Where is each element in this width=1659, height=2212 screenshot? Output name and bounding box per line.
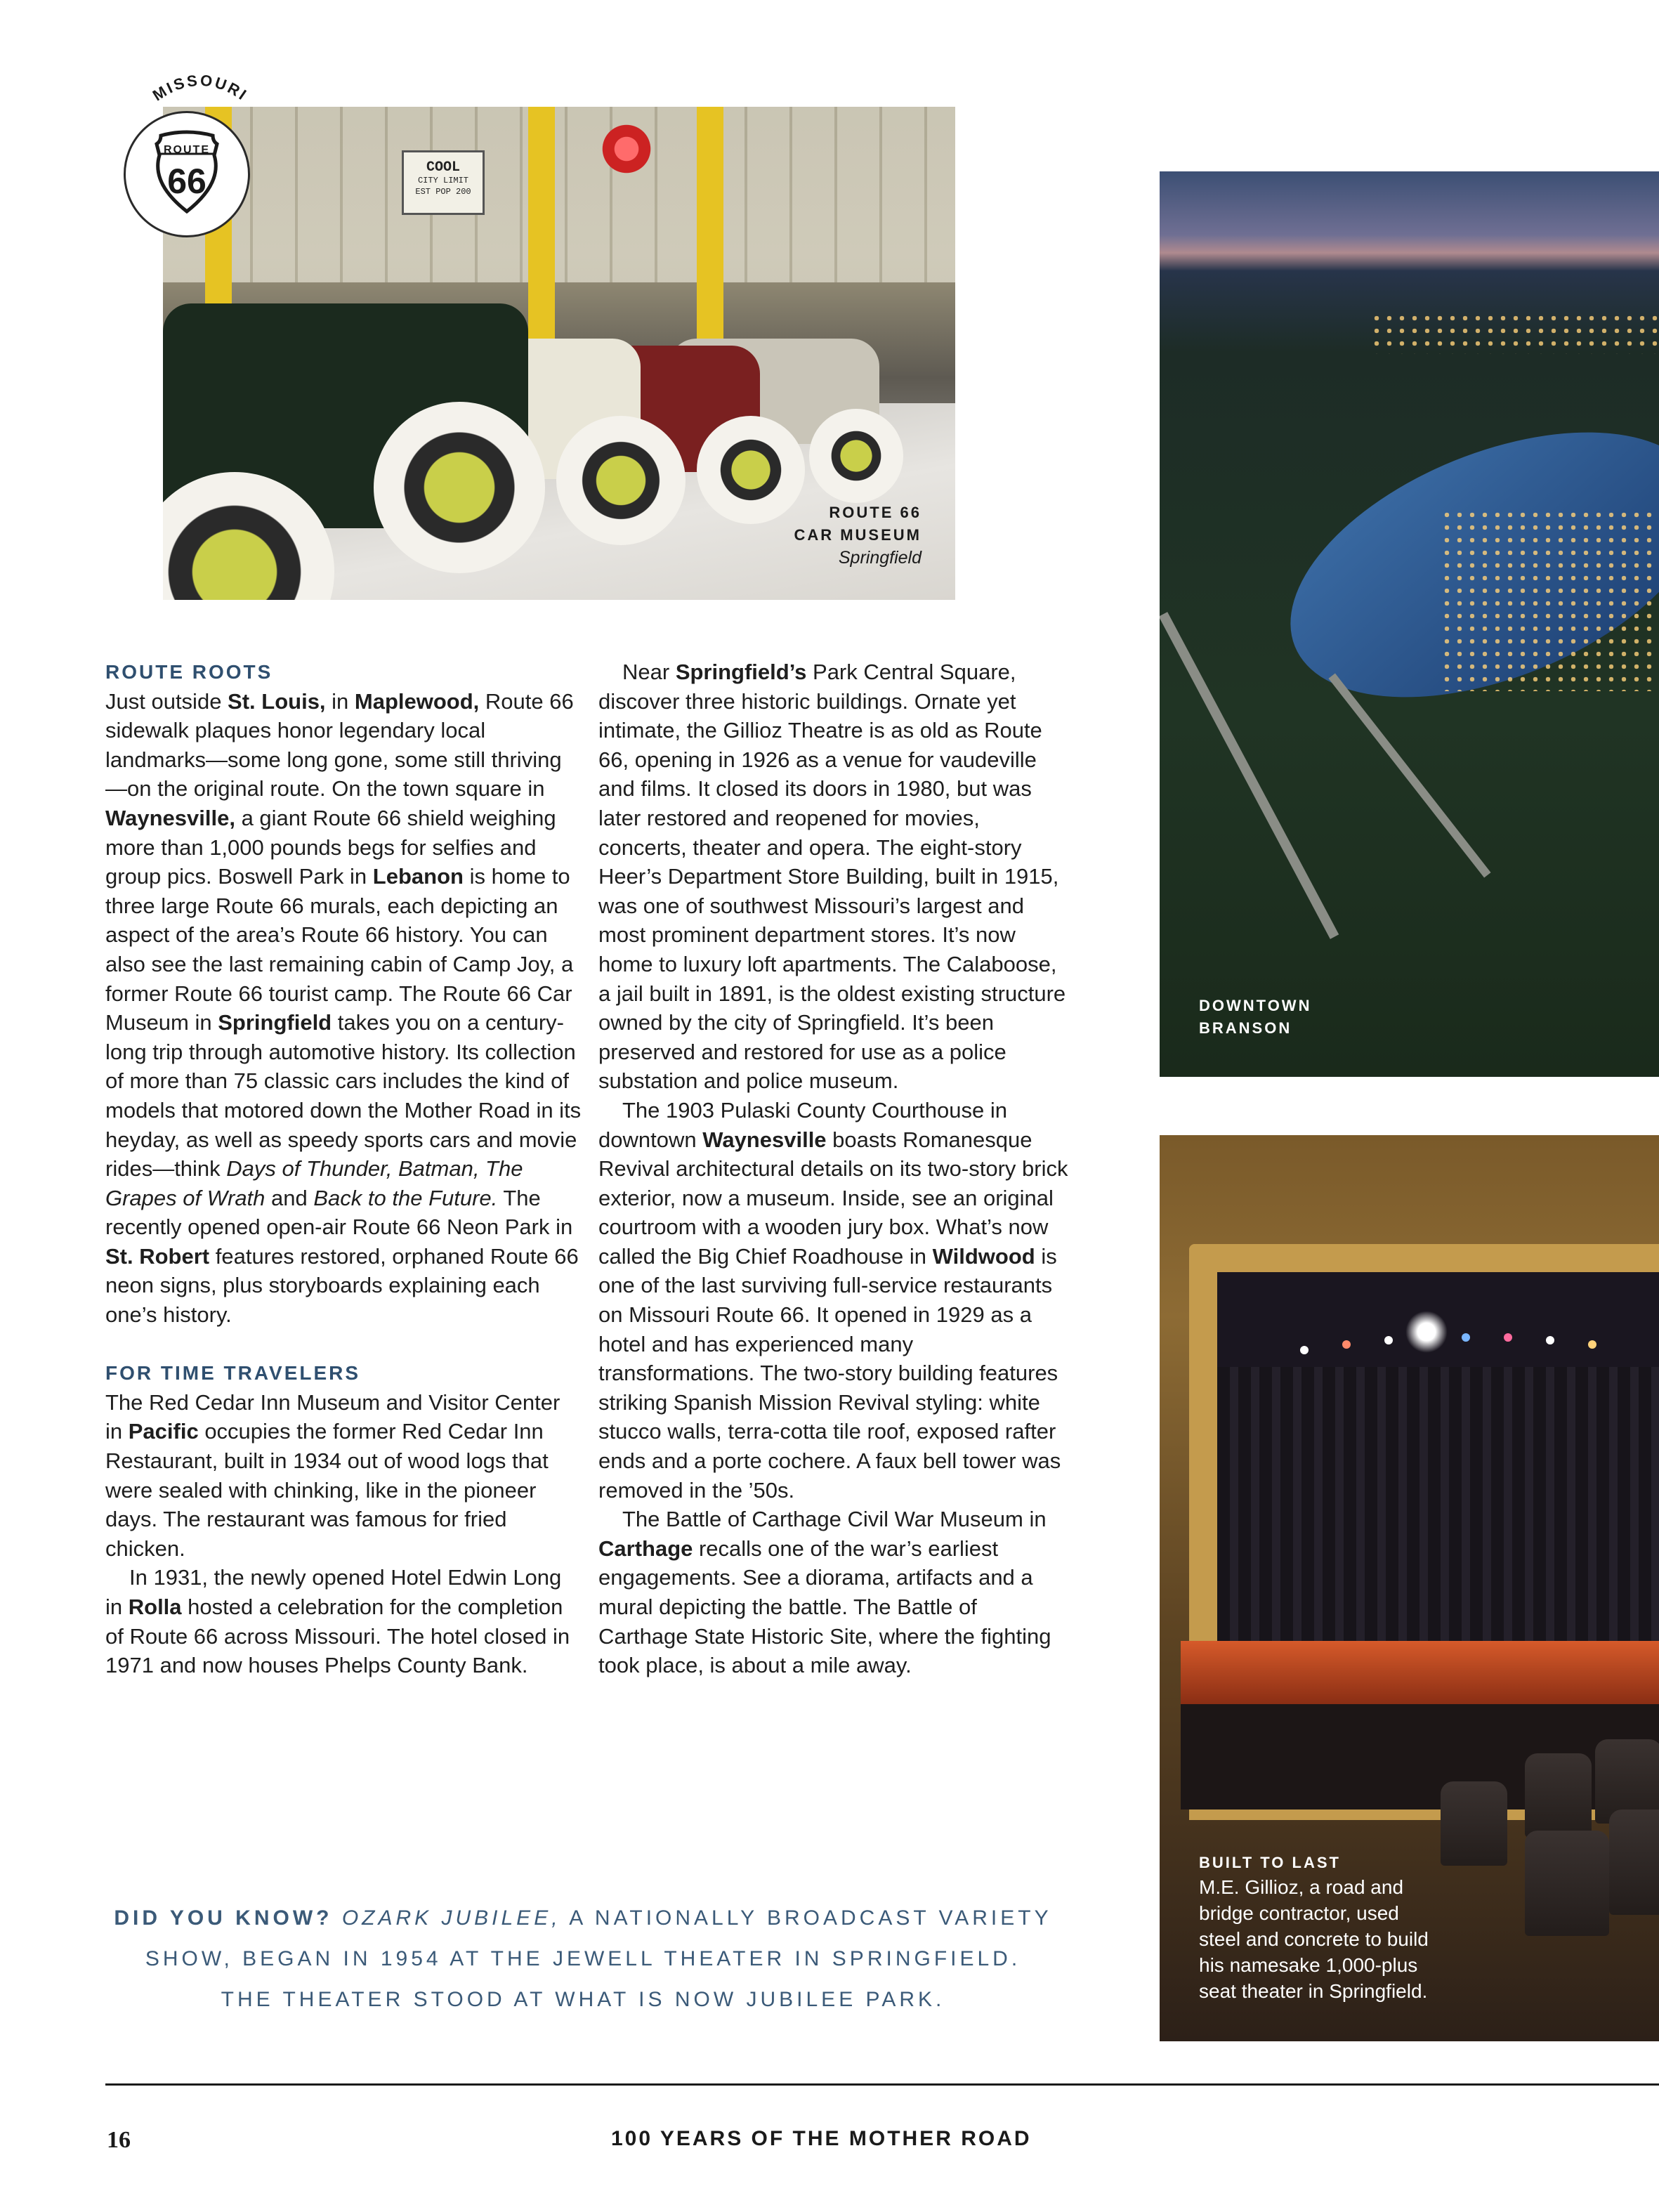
body-paragraph: The Battle of Carthage Civil War Museum in Carthage recalls one of the war’s earliest engagements. See a diorama, artifacts and a mural depicting the battle. The Battle of Carthage State Historic Site, where the fighting took place, is about a mile away. (598, 1507, 1051, 1678)
body-paragraph: The Red Cedar Inn Museum and Visitor Center in Pacific occupies the former Red Cedar Inn Restaurant, built in 1934 out of wood logs that were sealed with chinking, like in the pioneer days. The restaurant was famous for fried chicken. (105, 1389, 560, 1561)
theater-seat (1525, 1831, 1609, 1936)
car-museum-caption: ROUTE 66 CAR MUSEUM Springfield (794, 504, 922, 568)
city-lights (1370, 312, 1659, 354)
theater-seat (1525, 1753, 1592, 1838)
theater-seat (1609, 1809, 1659, 1915)
body-paragraph: Just outside St. Louis, in Maplewood, Route 66 sidewalk plaques honor legendary local landmarks—some long gone, some still thriving—on the original route. On the town square in Waynesville, a giant Route 66 shield weighing more than 1,000 pounds begs for selfies and group pics. Boswell Park in Lebanon is home to three large Route 66 murals, each depicting an aspect of the area’s Route 66 history. You can also see the last remaining cabin of Camp Joy, a former Route 66 tourist camp. The Route 66 Car Museum in Springfield takes you on a century-long trip through automotive history. Its collection of more than 75 classic cars includes the kind of models that motored down the Mother Road in its heyday, as well as speedy sports cars and movie rides—think Days of Thunder, Batman, The Grapes of Wrath and Back to the Future. The recently opened open-air Route 66 Neon Park in St. Robert features restored, orphaned Route 66 neon signs, plus storyboards explaining each one’s history. (105, 688, 582, 1328)
section-heading: ROUTE ROOTS (105, 661, 273, 683)
stage-light (1504, 1333, 1512, 1342)
shield-route-label: ROUTE (164, 144, 210, 156)
road (1328, 673, 1490, 877)
car-wheel (556, 416, 686, 545)
svg-text:MISSOURI: MISSOURI (149, 71, 251, 105)
body-paragraph: Near Springfield’s Park Central Square, discover three historic buildings. Ornate yet intimate, the Gillioz Theatre is as old as Route 66, opening in 1926 as a venue for vaudeville and films. It closed its doors in 1980, but was later restored and reopened for movies, concerts, theater and opera. The eight-story Heer’s Department Store Building, built in 1915, was one of southwest Missouri’s largest and most prominent department stores. It’s now home to luxury loft apartments. The Calaboose, a jail built in 1891, is the oldest existing structure owned by the city of Springfield. It’s been preserved and restored for use as a police substation and police museum. (598, 660, 1066, 1094)
footer-rule (105, 2083, 1659, 2086)
left-text-column (105, 657, 583, 1680)
callout-line: SHOW, BEGAN IN 1954 AT THE JEWELL THEATER IN SPRINGFIELD. (145, 1947, 1021, 1970)
city-limit-sign: COOL CITY LIMIT EST POP 200 (402, 150, 485, 215)
car-wheel (697, 416, 805, 524)
callout-line: THE THEATER STOOD AT WHAT IS NOW JUBILEE PARK. (221, 1988, 945, 2011)
shield-number: 66 (167, 162, 206, 201)
car-museum-photo (163, 107, 955, 600)
page-number: 16 (107, 2127, 131, 2153)
stage-light (1462, 1333, 1470, 1342)
body-paragraph: The 1903 Pulaski County Courthouse in downtown Waynesville boasts Romanesque Revival architectural details on its two-story brick exterior, now a museum. Inside, see an original courtroom with a wooden jury box. What’s now called the Big Chief Roadhouse in Wildwood is one of the last surviving full-service restaurants on Missouri Route 66. It opened in 1929 as a hotel and has experienced many transformations. The two-story building features striking Spanish Mission Revival styling: white stucco walls, terra-cotta tile roof, exposed rafter ends and a porte cochere. A faux bell tower was removed in the ’50s. (598, 1097, 1068, 1503)
stage-light (1342, 1340, 1351, 1349)
spotlight-flare (1405, 1311, 1448, 1353)
town-lights (1441, 509, 1659, 691)
footer-title: 100 YEARS OF THE MOTHER ROAD (611, 2127, 1032, 2150)
car-wheel (374, 402, 545, 573)
stage-light (1384, 1336, 1393, 1344)
branson-aerial-photo (1160, 171, 1659, 1077)
did-you-know-callout (105, 1898, 1061, 2020)
branson-caption: DOWNTOWN BRANSON (1199, 997, 1312, 1037)
callout-line: DID YOU KNOW? OZARK JUBILEE, A NATIONALLY BROADCAST VARIETY (114, 1906, 1052, 1930)
stage-floor (1181, 1641, 1659, 1704)
badge-state-arc (140, 67, 260, 110)
right-text-column (598, 657, 1069, 1680)
gillioz-theater-photo (1160, 1135, 1659, 2041)
car-wheel (809, 409, 903, 503)
stage-light (1546, 1336, 1554, 1344)
theater-caption: BUILT TO LAST M.E. Gillioz, a road and bridge contractor, used steel and concrete to build his namesake 1,000-plus seat theater in Springfield. (1199, 1854, 1429, 2002)
stage-light (1588, 1340, 1596, 1349)
route66-badge (124, 111, 250, 237)
neon-sign (598, 121, 655, 177)
ceiling-beams (163, 107, 955, 282)
body-paragraph: In 1931, the newly opened Hotel Edwin Long in Rolla hosted a celebration for the completion of Route 66 across Missouri. The hotel closed in 1971 and now houses Phelps County Bank. (105, 1565, 570, 1678)
stage-light (1300, 1346, 1309, 1354)
section-heading: FOR TIME TRAVELERS (105, 1362, 361, 1385)
